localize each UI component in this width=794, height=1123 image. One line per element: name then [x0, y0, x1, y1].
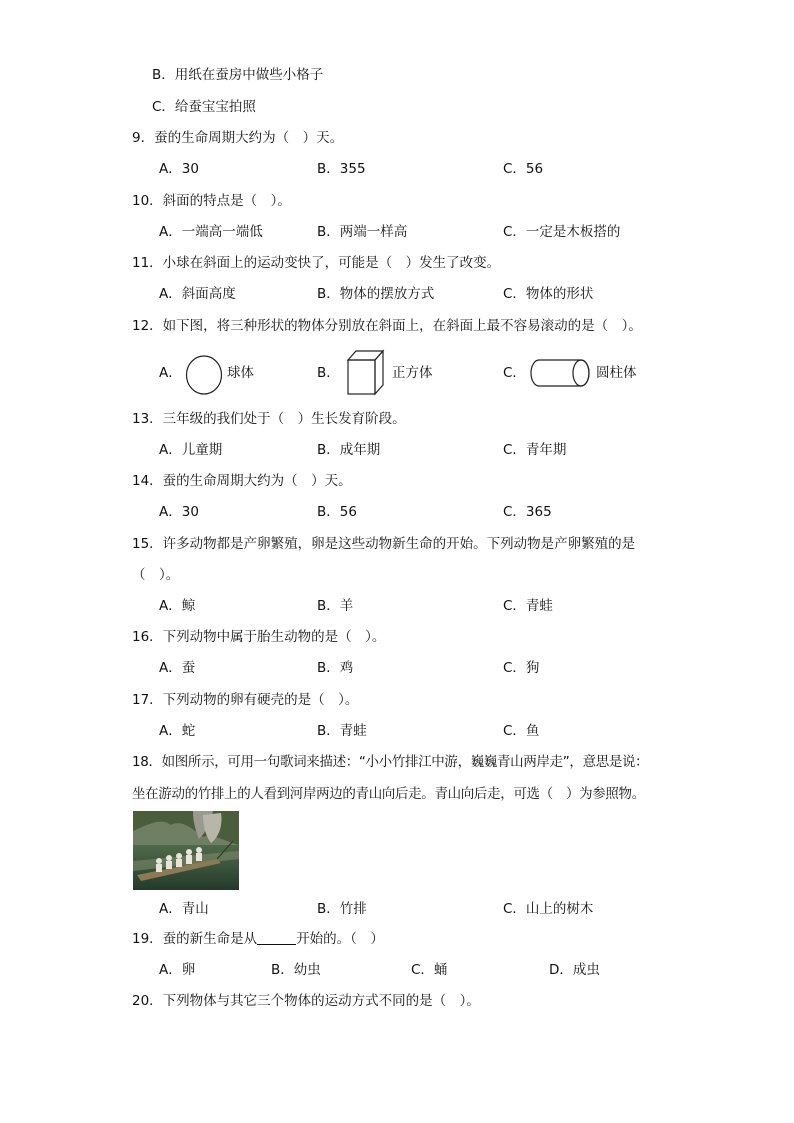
q12-stem: 12．如下图，将三种形状的物体分别放在斜面上，在斜面上最不容易滚动的是（ ）。 [132, 318, 642, 334]
q18-stem: 18．如图所示，可用一句歌词来描述：“小小竹排江中游，巍巍青山两岸走”，意思是说： [132, 754, 649, 770]
q12-option-a-letter: A． [159, 365, 182, 381]
q19-option-c: C．蛹 [411, 962, 448, 978]
q8-option-b: B．用纸在蚕房中做些小格子 [152, 67, 324, 83]
q16-option-a: A．蚕 [159, 660, 196, 676]
q13-stem: 13．三年级的我们处于（ ）生长发育阶段。 [132, 411, 406, 427]
cube-shape-icon [345, 348, 387, 398]
q19-option-a: A．卵 [159, 962, 196, 978]
q13-option-c: C．青年期 [503, 442, 567, 458]
q14-stem: 14．蚕的生命周期大约为（ ）天。 [132, 473, 352, 489]
q15-option-a: A．鲸 [159, 598, 196, 614]
cylinder-shape-icon [529, 358, 593, 388]
q17-option-b: B．青蛙 [317, 723, 367, 739]
q16-option-b: B．鸡 [317, 660, 354, 676]
q15-stem-continued: （ ）。 [132, 567, 180, 583]
q17-option-a: A．蛇 [159, 723, 196, 739]
q9-option-a: A．30 [159, 161, 199, 177]
q8-option-c: C．给蚕宝宝拍照 [152, 99, 256, 115]
q19-stem-start: 19．蚕的新生命是从 [132, 931, 258, 947]
q9-option-b: B．355 [317, 161, 366, 177]
q19-stem [132, 930, 384, 948]
q18-option-a: A．青山 [159, 901, 209, 917]
q12-option-b-letter: B． [317, 365, 340, 381]
q13-option-b: B．成年期 [317, 442, 381, 458]
q16-option-c: C．狗 [503, 660, 540, 676]
q17-stem: 17．下列动物的卵有硬壳的是（ ）。 [132, 692, 359, 708]
q10-option-a: A．一端高一端低 [159, 224, 263, 240]
q19-option-d: D．成虫 [549, 962, 600, 978]
q11-option-c: C．物体的形状 [503, 286, 594, 302]
q11-option-b: B．物体的摆放方式 [317, 286, 435, 302]
q12-option-c-label: 圆柱体 [596, 365, 637, 381]
q12-option-a-label: 球体 [227, 365, 254, 381]
q19-option-b: B．幼虫 [271, 962, 321, 978]
q12-shape-options [0, 352, 794, 398]
q18-option-b: B．竹排 [317, 901, 367, 917]
q10-stem: 10．斜面的特点是（ ）。 [132, 193, 291, 209]
q10-option-c: C．一定是木板搭的 [503, 224, 621, 240]
bamboo-raft-photo [133, 811, 239, 890]
q12-option-b-label: 正方体 [392, 365, 433, 381]
q12-option-c-letter: C． [503, 365, 526, 381]
q14-option-a: A．30 [159, 504, 199, 520]
q15-option-c: C．青蛙 [503, 598, 553, 614]
q13-option-a: A．儿童期 [159, 442, 223, 458]
q15-option-b: B．羊 [317, 598, 354, 614]
q17-option-c: C．鱼 [503, 723, 540, 739]
q18-option-c: C．山上的树木 [503, 901, 594, 917]
q14-option-b: B．56 [317, 504, 357, 520]
q11-stem: 11．小球在斜面上的运动变快了，可能是（ ）发生了改变。 [132, 255, 501, 271]
q10-option-b: B．两端一样高 [317, 224, 408, 240]
q20-stem: 20．下列物体与其它三个物体的运动方式不同的是（ ）。 [132, 993, 480, 1009]
answer-blank [257, 930, 296, 945]
sphere-shape-icon [184, 354, 224, 396]
q19-stem-end: 开始的。（ ） [296, 931, 384, 947]
q9-option-c: C．56 [503, 161, 544, 177]
q15-stem: 15．许多动物都是产卵繁殖，卵是这些动物新生命的开始。下列动物是产卵繁殖的是 [132, 536, 636, 552]
q11-option-a: A．斜面高度 [159, 286, 236, 302]
q18-stem-continued: 坐在游动的竹排上的人看到河岸两边的青山向后走。青山向后走，可选（ ）为参照物。 [132, 786, 645, 802]
q14-option-c: C．365 [503, 504, 552, 520]
q9-stem: 9．蚕的生命周期大约为（ ）天。 [132, 130, 344, 146]
q16-stem: 16．下列动物中属于胎生动物的是（ ）。 [132, 629, 386, 645]
